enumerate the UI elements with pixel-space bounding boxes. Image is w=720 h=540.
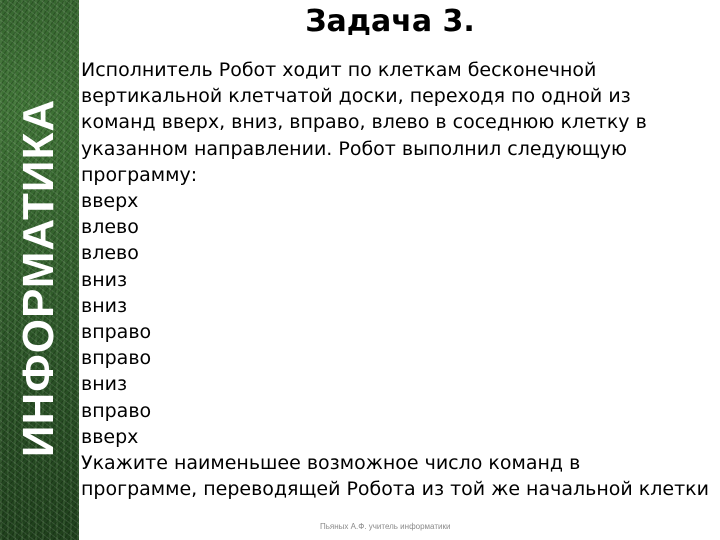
text-line: Укажите наименьшее возможное число команд в	[81, 452, 581, 475]
text-line: Исполнитель Робот ходит по клеткам бесконечной	[81, 59, 597, 81]
command-line: влево	[81, 242, 139, 265]
text-line: вертикальной клетчатой доски, переходя по одной из	[81, 85, 631, 108]
command-line: влево	[81, 216, 139, 239]
command-line: вправо	[81, 321, 152, 344]
text-line: указанном направлении. Робот выполнил следующую	[81, 137, 628, 160]
text-line: программе, переводящей Робота из той же начальной клетки	[81, 478, 709, 501]
problem-text	[81, 57, 720, 502]
text-line: программу:	[81, 163, 198, 186]
command-line: вниз	[81, 268, 128, 291]
command-line: вниз	[81, 294, 128, 317]
command-line: вправо	[81, 347, 152, 370]
command-line: вверх	[81, 190, 139, 213]
sidebar-label: ИНФОРМАТИКА	[14, 98, 63, 458]
sidebar-label-area	[0, 0, 79, 500]
slide-footer: Пьяных А.Ф. учитель информатики	[320, 522, 451, 531]
text-line: команд вверх, вниз, вправо, влево в соседнюю клетку в	[81, 111, 647, 134]
slide-title: Задача 3.	[305, 4, 475, 39]
command-line: вправо	[81, 399, 152, 422]
command-line: вниз	[81, 373, 128, 396]
command-line: вверх	[81, 425, 139, 448]
